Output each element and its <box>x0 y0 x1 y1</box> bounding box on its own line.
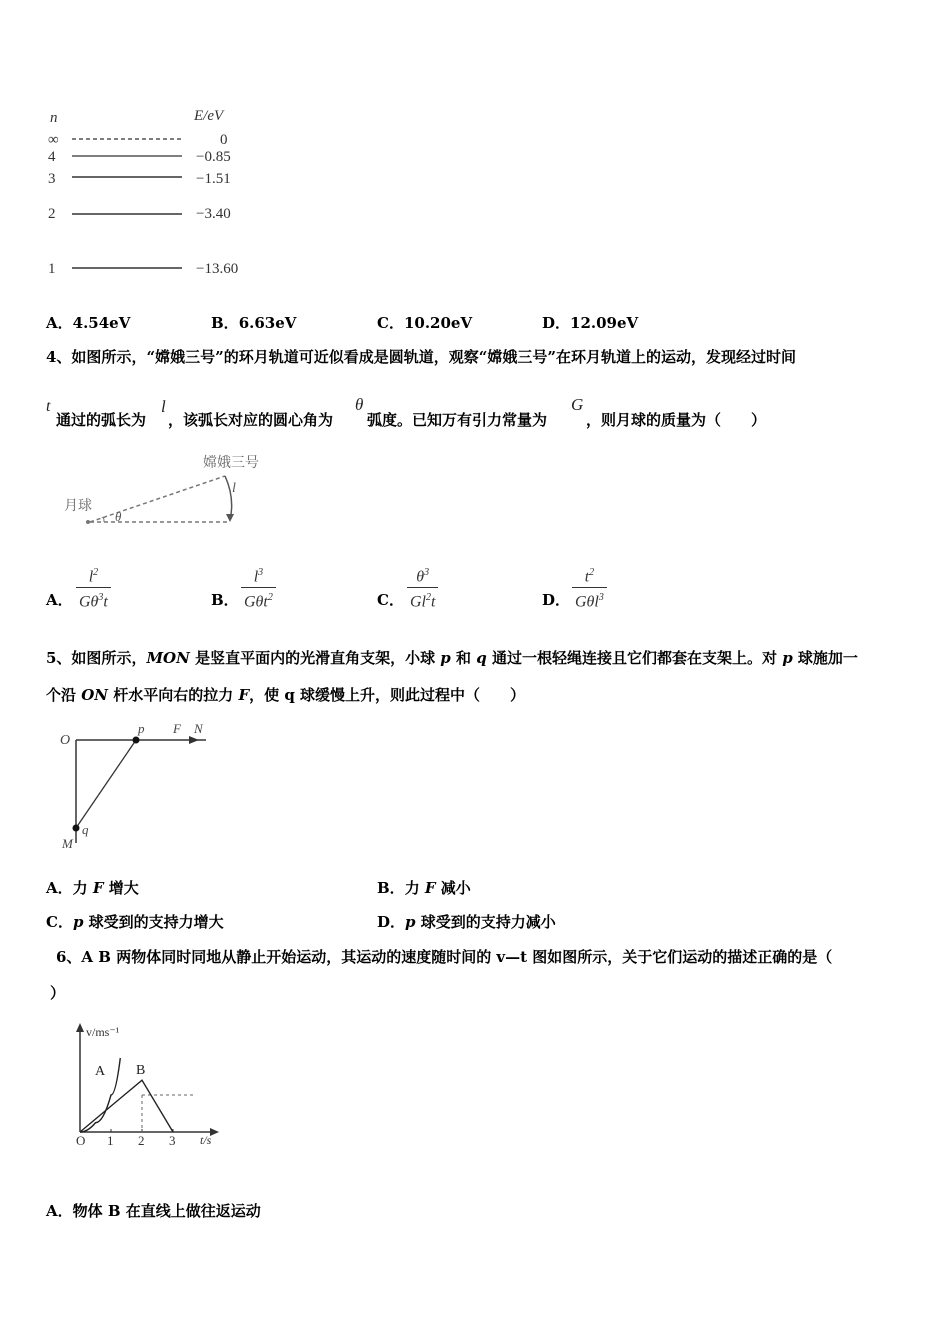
level-n-1: 1 <box>48 261 56 277</box>
y-axis-label: v/ms⁻¹ <box>86 1025 120 1039</box>
q4-option-b-fraction[interactable]: $l^3$ Gθt$^2$ <box>241 563 276 613</box>
q4-option-a-fraction[interactable]: $\frac{l^2}{G\theta^3t}$ <box>76 563 111 613</box>
q4-option-b-letter[interactable]: B． <box>211 591 239 609</box>
q4-seg2: ，该弧长对应的圆心角为 <box>168 411 334 429</box>
level-n-2: 2 <box>48 206 56 222</box>
q3-option-a[interactable]: A．4.54eV <box>46 314 131 332</box>
q4-option-c-letter[interactable]: C． <box>377 591 404 609</box>
level-e-inf: 0 <box>220 132 228 148</box>
q6-stem-line2: ） <box>50 984 66 1002</box>
arc-l-label: l <box>232 481 236 496</box>
frame-o-label: O <box>60 733 71 748</box>
q4-orbit-figure <box>60 448 280 533</box>
level-e-3: −1.51 <box>196 171 231 187</box>
y-axis-arrow-icon <box>76 1023 84 1032</box>
q4-var-theta: θ <box>355 395 364 414</box>
angle-mark <box>102 518 104 523</box>
angle-theta-label: θ <box>115 509 122 524</box>
q5-option-a[interactable]: A．力 F 增大 <box>46 879 139 897</box>
level-e-2: −3.40 <box>196 206 231 222</box>
q4-option-a-letter[interactable]: A． <box>46 591 73 609</box>
energy-axis-label: E/eV <box>194 108 224 124</box>
q3-option-c[interactable]: C．10.20eV <box>377 314 473 332</box>
level-n-inf: ∞ <box>48 132 59 148</box>
q5-option-b[interactable]: B．力 F 减小 <box>377 879 471 897</box>
q4-seg3: 弧度。已知万有引力常量为 <box>367 411 548 429</box>
vt-chart <box>64 1018 229 1150</box>
q4-stem-line1: 4、如图所示，“嫦娥三号”的环月轨道可近似看成是圆轨道，观察“嫦娥三号”在环月轨道上的运动，发现经过时间 <box>46 348 796 366</box>
q4-var-t: t <box>46 398 51 415</box>
q4-seg1: 通过的弧长为 <box>56 411 147 429</box>
frame-p-label: p <box>138 721 145 736</box>
frame-f-label: F <box>173 721 181 736</box>
q5-option-d[interactable]: D．p 球受到的支持力减小 <box>377 913 556 931</box>
rope <box>76 740 136 828</box>
series-b-label: B <box>136 1063 146 1079</box>
q5-stem-line2: 个沿 ON 杆水平向右的拉力 F，使 q 球缓慢上升，则此过程中（ ） <box>46 686 526 704</box>
origin-label: O <box>76 1133 86 1148</box>
energy-level-diagram <box>40 100 280 285</box>
level-e-1: −13.60 <box>196 261 239 277</box>
ball-q <box>73 825 80 832</box>
q4-option-c-fraction[interactable]: $\frac{\theta^3}{Gl^2t}$ <box>407 563 438 613</box>
q5-option-c[interactable]: C．p 球受到的支持力增大 <box>46 913 224 931</box>
q3-option-d[interactable]: D．12.09eV <box>542 314 639 332</box>
q5-frame-figure <box>56 718 216 858</box>
frame-m-label: M <box>62 836 73 851</box>
frame-q-label: q <box>82 822 89 837</box>
n-axis-label: n <box>50 110 58 126</box>
q6-stem-line1: 6、A B 两物体同时同地从静止开始运动，其运动的速度随时间的 v—t 图如图所示，关于它们运动的描述正确的是（ <box>56 948 833 966</box>
x-tick-label-1: 1 <box>107 1133 114 1148</box>
force-arrow-icon <box>189 736 199 744</box>
arc-path <box>225 476 232 520</box>
q4-var-g: G <box>571 395 584 414</box>
q6-option-a[interactable]: A．物体 B 在直线上做往返运动 <box>46 1202 261 1220</box>
q5-stem-line1: 5、如图所示，MON 是竖直平面内的光滑直角支架，小球 p 和 q 通过一根轻绳连接且它们都套在支架上。对 p 球施加一 <box>46 649 858 667</box>
x-tick-label-2: 2 <box>138 1133 145 1148</box>
x-axis-arrow-icon <box>210 1128 219 1136</box>
ball-p <box>133 737 140 744</box>
q4-var-l: l <box>161 397 166 416</box>
level-e-4: −0.85 <box>196 149 231 165</box>
moon-label: 月球 <box>64 499 92 514</box>
level-n-4: 4 <box>48 149 56 165</box>
frame-n-label: N <box>194 721 203 736</box>
series-a-label: A <box>95 1064 106 1079</box>
x-tick-label-3: 3 <box>169 1133 176 1148</box>
level-n-3: 3 <box>48 171 56 187</box>
q4-option-d-letter[interactable]: D． <box>542 591 571 609</box>
radius-line-upper <box>90 476 225 522</box>
probe-label: 嫦娥三号 <box>203 456 259 471</box>
moon-center <box>86 520 90 524</box>
arc-arrow-icon <box>226 514 234 522</box>
q3-option-b[interactable]: B．6.63eV <box>211 314 297 332</box>
q4-seg4: ，则月球的质量为（ ） <box>586 411 767 429</box>
q4-option-d-fraction[interactable]: $t^2$ Gθl$^3$ <box>572 563 607 613</box>
x-axis-label: t/s <box>200 1133 212 1147</box>
